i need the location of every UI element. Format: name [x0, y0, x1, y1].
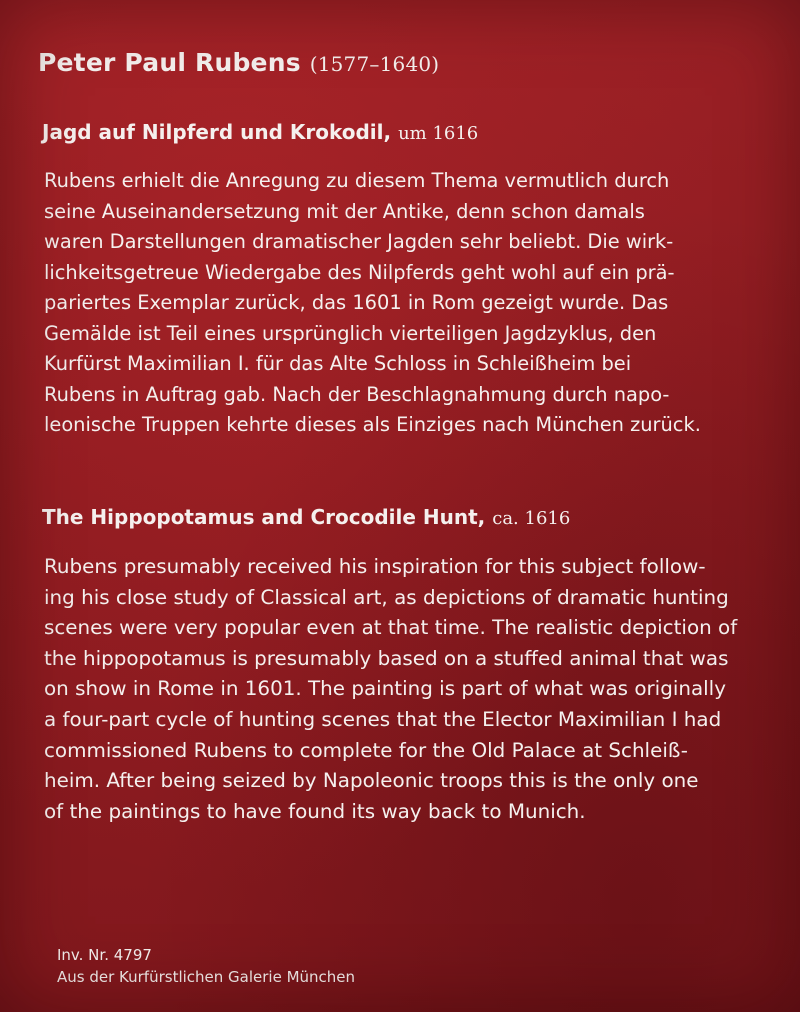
- artist-dates: (1577–1640): [309, 52, 440, 76]
- english-line: on show in Rome in 1601. The painting is part of what was originally: [44, 677, 726, 701]
- english-line: scenes were very popular even at that time. The realistic depiction of: [44, 616, 738, 640]
- english-line: ing his close study of Classical art, as depictions of dramatic hunting: [44, 585, 729, 609]
- english-line: commissioned Rubens to complete for the Old Palace at Schleiß-: [44, 738, 688, 762]
- english-title: [42, 505, 570, 529]
- english-title-text: The Hippopotamus and Crocodile Hunt,: [42, 505, 486, 529]
- german-line: Gemälde ist Teil eines ursprünglich vierteiligen Jagdzyklus, den: [44, 321, 657, 345]
- english-line: a four-part cycle of hunting scenes that the Elector Maximilian I had: [44, 707, 722, 731]
- english-line: of the paintings to have found its way back to Munich.: [44, 799, 586, 823]
- inventory-number: Inv. Nr. 4797: [57, 946, 152, 964]
- german-title-text: Jagd auf Nilpferd und Krokodil,: [42, 120, 392, 144]
- provenance-note: Aus der Kurfürstlichen Galerie München: [57, 968, 356, 986]
- german-line: pariertes Exemplar zurück, das 1601 in Rom gezeigt wurde. Das: [44, 291, 669, 314]
- german-line: Kurfürst Maximilian I. für das Alte Schloss in Schleißheim bei: [44, 352, 632, 375]
- english-description: [44, 552, 737, 827]
- english-title-year: ca. 1616: [492, 508, 571, 529]
- artist-heading: [38, 48, 439, 77]
- german-line: waren Darstellungen dramatischer Jagden sehr beliebt. Die wirk-: [44, 230, 674, 253]
- german-title-year: um 1616: [398, 123, 479, 144]
- english-line: Rubens presumably received his inspiration for this subject follow-: [44, 555, 706, 578]
- label-footer: [57, 944, 355, 988]
- english-line: heim. After being seized by Napoleonic troops this is the only one: [44, 769, 699, 793]
- german-line: Rubens in Auftrag gab. Nach der Beschlagnahmung durch napo-: [44, 382, 670, 406]
- german-description: [44, 166, 701, 441]
- german-line: leonische Truppen kehrte dieses als Einziges nach München zurück.: [44, 413, 701, 436]
- german-line: lichkeitsgetreue Wiedergabe des Nilpferds geht wohl auf ein prä-: [44, 260, 675, 284]
- german-title: [42, 120, 478, 144]
- german-line: Rubens erhielt die Anregung zu diesem Thema vermutlich durch: [44, 169, 670, 192]
- artist-name: Peter Paul Rubens: [38, 48, 301, 77]
- english-line: the hippopotamus is presumably based on a stuffed animal that was: [44, 646, 729, 670]
- german-line: seine Auseinandersetzung mit der Antike, denn schon damals: [44, 199, 645, 223]
